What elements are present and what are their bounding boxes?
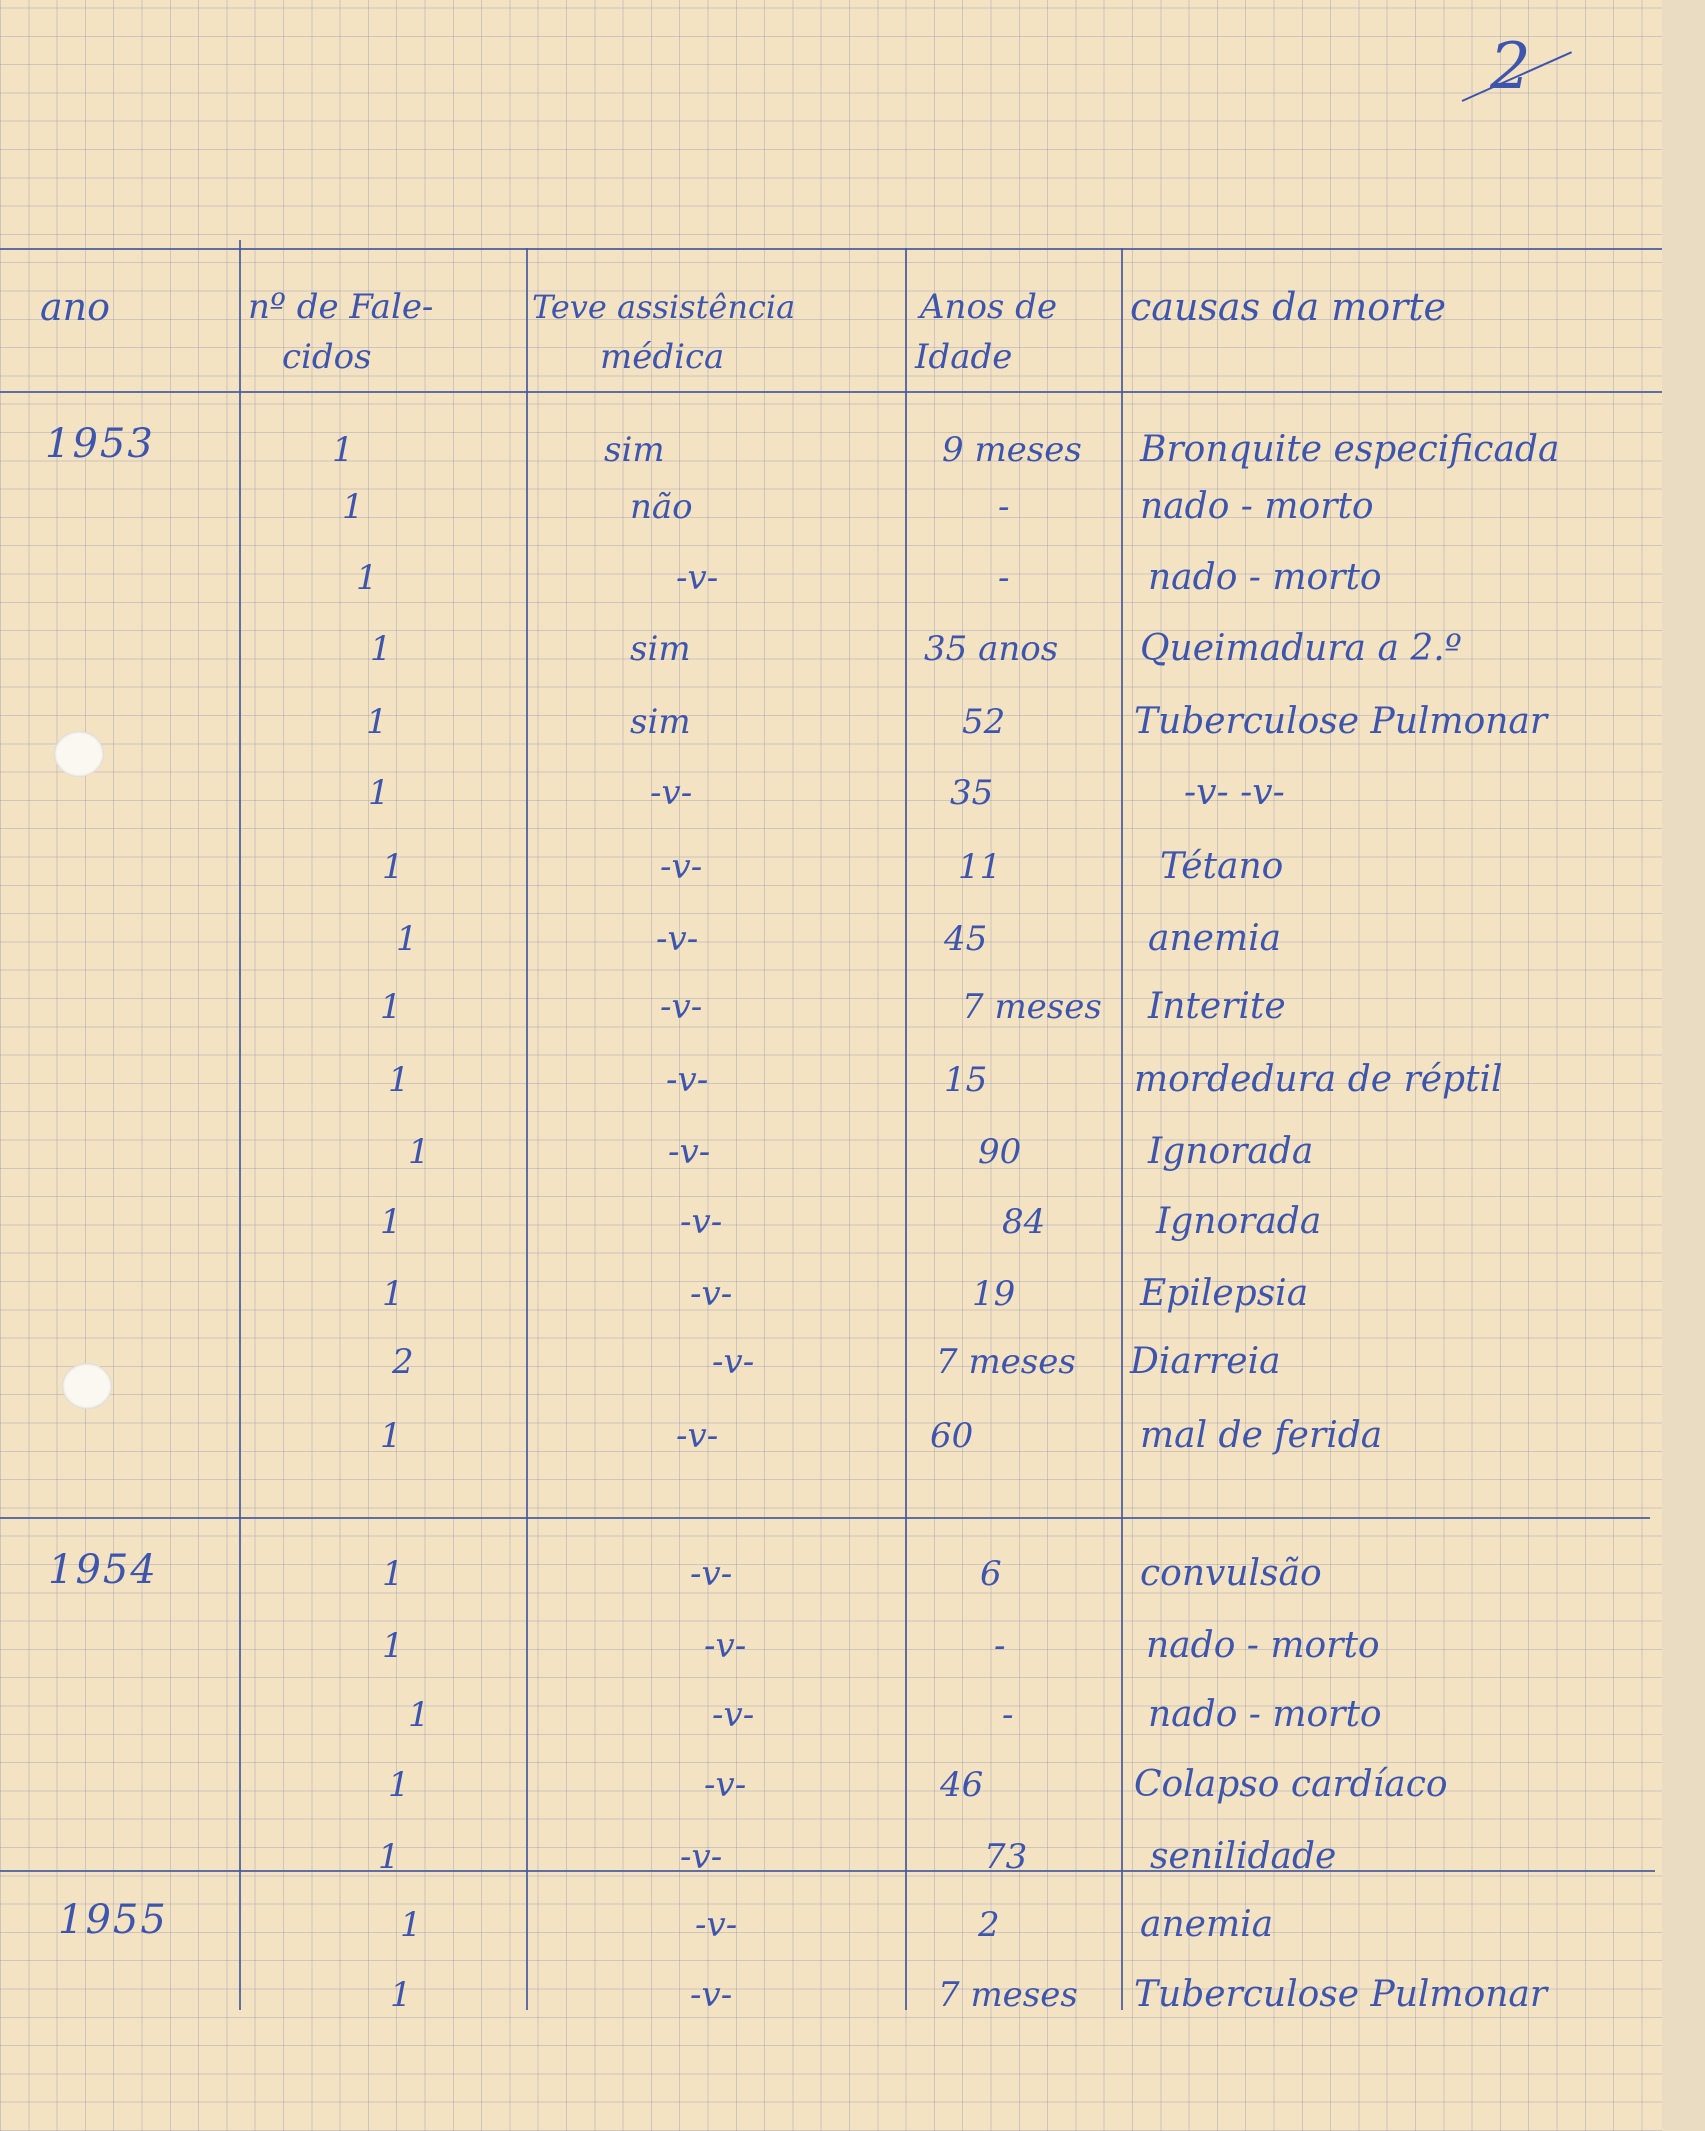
death-count: 1 (380, 1202, 402, 1242)
death-count: 1 (388, 1060, 410, 1100)
medical-assistance: sim (630, 629, 691, 669)
medical-assistance: -v- (680, 1837, 723, 1877)
age-at-death: - (998, 558, 1010, 598)
header-idade-line2: Idade (915, 337, 1013, 377)
medical-assistance: -v- (680, 1202, 723, 1242)
cause-of-death: nado - morto (1148, 1694, 1382, 1735)
death-count: 1 (382, 847, 404, 887)
cause-of-death: Bronquite especificada (1140, 429, 1560, 470)
header-bottom-rule (0, 391, 1662, 393)
death-count: 1 (396, 919, 418, 959)
column-rule (239, 240, 241, 2010)
medical-assistance: -v- (676, 1416, 719, 1456)
medical-assistance: -v- (676, 558, 719, 598)
death-count: 1 (400, 1905, 422, 1945)
death-count: 1 (382, 1626, 404, 1666)
column-rule (1121, 248, 1123, 2010)
death-count: 1 (366, 702, 388, 742)
cause-of-death: nado - morto (1140, 486, 1374, 527)
age-at-death: 84 (1002, 1202, 1046, 1242)
death-count: 1 (356, 558, 378, 598)
age-at-death: 7 meses (962, 987, 1102, 1027)
age-at-death: 9 meses (942, 430, 1082, 470)
medical-assistance: -v- (690, 1554, 733, 1594)
header-assistencia-line2: médica (600, 337, 725, 377)
medical-assistance: -v- (704, 1626, 747, 1666)
age-at-death: 7 meses (936, 1342, 1076, 1382)
medical-assistance: -v- (704, 1765, 747, 1805)
cause-of-death: Colapso cardíaco (1134, 1764, 1448, 1805)
age-at-death: 90 (978, 1132, 1022, 1172)
death-count: 1 (380, 987, 402, 1027)
age-at-death: 73 (984, 1837, 1028, 1877)
death-count: 1 (408, 1695, 430, 1735)
column-rule (905, 248, 907, 2010)
death-count: 1 (408, 1132, 430, 1172)
header-falecidos-line2: cidos (282, 337, 372, 377)
medical-assistance: -v- (690, 1975, 733, 2015)
age-at-death: 11 (958, 847, 1002, 887)
cause-of-death: Tétano (1160, 846, 1284, 887)
cause-of-death: convulsão (1140, 1553, 1322, 1594)
cause-of-death: mordedura de réptil (1134, 1059, 1503, 1100)
age-at-death: - (998, 487, 1010, 527)
age-at-death: 60 (930, 1416, 974, 1456)
death-count: 2 (392, 1342, 414, 1382)
cause-of-death: Queimadura a 2.º (1140, 628, 1462, 669)
death-count: 1 (382, 1274, 404, 1314)
cause-of-death: Ignorada (1156, 1201, 1322, 1242)
cause-of-death: Tuberculose Pulmonar (1134, 701, 1548, 742)
year-label: 1954 (48, 1547, 158, 1593)
medical-assistance: sim (630, 702, 691, 742)
medical-assistance: não (630, 487, 693, 527)
age-at-death: 7 meses (938, 1975, 1078, 2015)
cause-of-death: anemia (1140, 1904, 1274, 1945)
year-divider-1955 (0, 1870, 1655, 1872)
medical-assistance: -v- (695, 1905, 738, 1945)
age-at-death: 52 (962, 702, 1006, 742)
death-count: 1 (370, 629, 392, 669)
year-label: 1955 (58, 1897, 168, 1943)
cause-of-death: senilidade (1150, 1836, 1337, 1877)
medical-assistance: -v- (712, 1695, 755, 1735)
cause-of-death: nado - morto (1146, 1625, 1380, 1666)
page-edge (1662, 0, 1705, 2131)
cause-of-death: -v- -v- (1184, 772, 1285, 813)
table-top-rule (0, 248, 1662, 250)
medical-assistance: -v- (656, 919, 699, 959)
age-at-death: 15 (944, 1060, 988, 1100)
death-count: 1 (368, 773, 390, 813)
medical-assistance: -v- (650, 773, 693, 813)
age-at-death: 35 (950, 773, 994, 813)
age-at-death: 6 (980, 1554, 1002, 1594)
medical-assistance: -v- (668, 1132, 711, 1172)
death-count: 1 (332, 430, 354, 470)
header-causa: causas da morte (1130, 285, 1447, 329)
year-label: 1953 (45, 421, 155, 467)
cause-of-death: Tuberculose Pulmonar (1134, 1974, 1548, 2015)
age-at-death: - (1002, 1695, 1014, 1735)
death-count: 1 (378, 1837, 400, 1877)
cause-of-death: Diarreia (1130, 1341, 1281, 1382)
cause-of-death: nado - morto (1148, 557, 1382, 598)
age-at-death: - (994, 1626, 1006, 1666)
medical-assistance: sim (604, 430, 665, 470)
cause-of-death: Ignorada (1148, 1131, 1314, 1172)
cause-of-death: Interite (1148, 986, 1286, 1027)
medical-assistance: -v- (660, 847, 703, 887)
death-count: 1 (382, 1554, 404, 1594)
cause-of-death: mal de ferida (1140, 1415, 1383, 1456)
page-number: 2 (1490, 30, 1531, 104)
column-rule (526, 248, 528, 2010)
punch-hole (54, 731, 104, 777)
death-count: 1 (390, 1975, 412, 2015)
year-divider-1954 (0, 1517, 1650, 1519)
header-ano: ano (40, 285, 111, 329)
medical-assistance: -v- (666, 1060, 709, 1100)
punch-hole (62, 1363, 112, 1409)
age-at-death: 35 anos (924, 629, 1059, 669)
cause-of-death: anemia (1148, 918, 1282, 959)
medical-assistance: -v- (660, 987, 703, 1027)
death-count: 1 (380, 1416, 402, 1456)
death-count: 1 (388, 1765, 410, 1805)
cause-of-death: Epilepsia (1140, 1273, 1309, 1314)
age-at-death: 45 (944, 919, 988, 959)
age-at-death: 2 (978, 1905, 1000, 1945)
age-at-death: 19 (972, 1274, 1016, 1314)
medical-assistance: -v- (690, 1274, 733, 1314)
header-idade-line1: Anos de (920, 287, 1058, 327)
death-count: 1 (342, 487, 364, 527)
age-at-death: 46 (940, 1765, 984, 1805)
header-falecidos-line1: nº de Fale- (248, 287, 434, 327)
header-assistencia-line1: Teve assistência (532, 288, 796, 326)
medical-assistance: -v- (712, 1342, 755, 1382)
